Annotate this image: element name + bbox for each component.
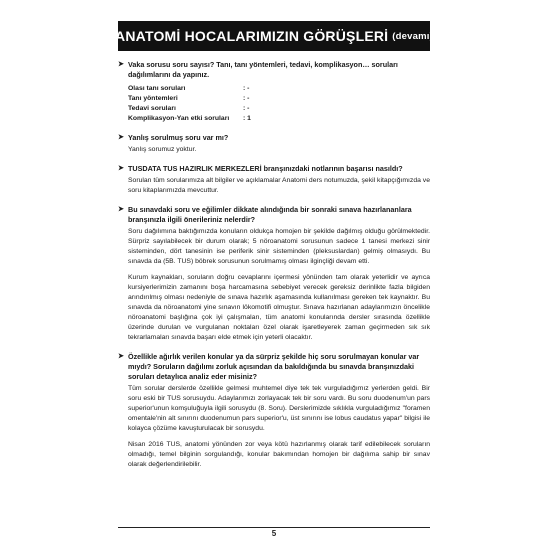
breakdown-value: : - <box>243 85 250 92</box>
answer-paragraph: Soru dağılımına baktığımızda konuların oldukça homojen bir şekilde dağılmış olduğu görülmektedir. Sürpriz sayılabilecek bir durum olarak; 5 nöroanatomi sorusunun sadece 1 tanesi merkezi sinir sisteminden, dört tanesinin ise periferik sinir sisteminden (pleksuslardan) gelmiş olmasıydı. Bu sınavda da (5B. TUS) böbrek sorusunun sorulmamış olması ilginçliği devam etti. <box>128 228 430 265</box>
qa-section <box>118 352 430 470</box>
answer-paragraph: Kurum kaynakları, soruların doğru cevaplarını içermesi yönünden tam olarak yeterlidir ve ayrıca kursiyerlerimizin zamanını boşa harcamasına sebebiyet verecek gereksiz derinlikte fazla bilgiden arındırılmış olması nedeniyle de sınava hazırlık aşamasında kullanılması gereken tek kaynaktır. Bu sınavda da nöroanatomi yine sınavın lökomotifi olmuştur. Sınava hazırlanan adaylarımızın öncelikle nöroanatomi başlığına çok iyi çalışmaları, tüm anatomi konularında dersler sırasında özellikle üzerinde durulan ve vurgulanan noktaları özel olarak işaretleyerek zaman geçirmeden sık sık tekrarlamaları sınavda başarı elde etmek için yeterli olacaktır. <box>128 274 430 341</box>
footer-divider <box>118 527 430 528</box>
question-text: TUSDATA TUS HAZIRLIK MERKEZLERİ branşınızdaki notlarının başarısı nasıldı? <box>128 164 403 173</box>
page-title: ANATOMİ HOCALARIMIZIN GÖRÜŞLERİ <box>115 28 389 44</box>
breakdown-value: : - <box>243 95 250 102</box>
question-text: Yanlış sorulmuş soru var mı? <box>128 133 229 142</box>
question <box>118 164 430 174</box>
arrow-bullet-icon: ➤ <box>118 165 124 172</box>
arrow-bullet-icon: ➤ <box>118 206 124 213</box>
question-breakdown <box>118 84 430 124</box>
page <box>115 0 433 550</box>
qa-section <box>118 133 430 155</box>
arrow-bullet-icon: ➤ <box>118 353 124 360</box>
question <box>118 133 430 143</box>
breakdown-label: Komplikasyon-Yan etki soruları <box>128 115 230 122</box>
question-text: Özellikle ağırlık verilen konular ya da sürpriz şekilde hiç soru sorulmayan konular var mıydı? Soruların dağılımı zorluk açısından da bakıldığında bu sınavda branşınızdaki soruları detaylıca analiz eder misiniz? <box>128 352 420 381</box>
qa-section <box>118 164 430 196</box>
breakdown-row <box>128 114 430 124</box>
answer-text: Sorulan tüm sorularımıza alt bilgiler ve açıklamalar Anatomi ders notumuzda, şekil kitapçığımızda ve soru kitaplarımızda mevcuttur. <box>128 177 430 194</box>
breakdown-value: : - <box>243 105 250 112</box>
qa-section <box>118 60 430 124</box>
qa-section <box>118 205 430 343</box>
answer-paragraph: Tüm sorular derslerde özellikle gelmesi muhtemel diye tek tek vurguladığımız yerlerden geldi. Bir soru eski bir TUS sorusuydu. Adaylarımızı zorlayacak tek bir soru vardı. Bu soru duodenum'un pars superior'unun komşuluğuyla ilgili sorusydu (8. Soru). Derslerimizde sıklıkla vurguladığımız "foramen omentale'nin alt sınırını duodenumun pars superior'u, üst sınırını ise lobus caudatus yapar" bilgisi ile kolayca çözüme kavuşturulacak bir sorusydu. <box>128 385 430 432</box>
question <box>118 205 430 225</box>
breakdown-value: : 1 <box>243 115 251 122</box>
breakdown-row <box>128 84 430 94</box>
breakdown-label: Olası tanı soruları <box>128 85 186 92</box>
question <box>118 60 430 80</box>
arrow-bullet-icon: ➤ <box>118 134 124 141</box>
answer-text: Yanlış sorumuz yoktur. <box>128 146 197 153</box>
breakdown-label: Tedavi soruları <box>128 105 176 112</box>
breakdown-label: Tanı yöntemleri <box>128 95 178 102</box>
breakdown-row <box>128 104 430 114</box>
question-text: Bu sınavdaki soru ve eğilimler dikkate alındığında bir sonraki sınava hazırlananlara branşınızla ilgili önerileriniz nelerdir? <box>128 205 412 224</box>
breakdown-row <box>128 94 430 104</box>
question-text: Vaka sorusu soru sayısı? Tanı, tanı yöntemleri, tedavi, komplikasyon… soruları dağılımlarını da yapınız. <box>128 60 398 79</box>
page-number: 5 <box>271 529 277 538</box>
arrow-bullet-icon: ➤ <box>118 61 124 68</box>
question <box>118 352 430 382</box>
answer-paragraph: Nisan 2016 TUS, anatomi yönünden zor veya kötü hazırlanmış olarak tarif edilebilecek soruların olmadığı, temel bilginin sorgulandığı, konular bakımından homojen bir dağılıma sahip bir sınav olarak değerlendirilebilir. <box>128 441 430 468</box>
page-header <box>115 21 433 51</box>
page-content <box>118 60 430 470</box>
page-title-suffix: (devamı) <box>392 30 433 42</box>
